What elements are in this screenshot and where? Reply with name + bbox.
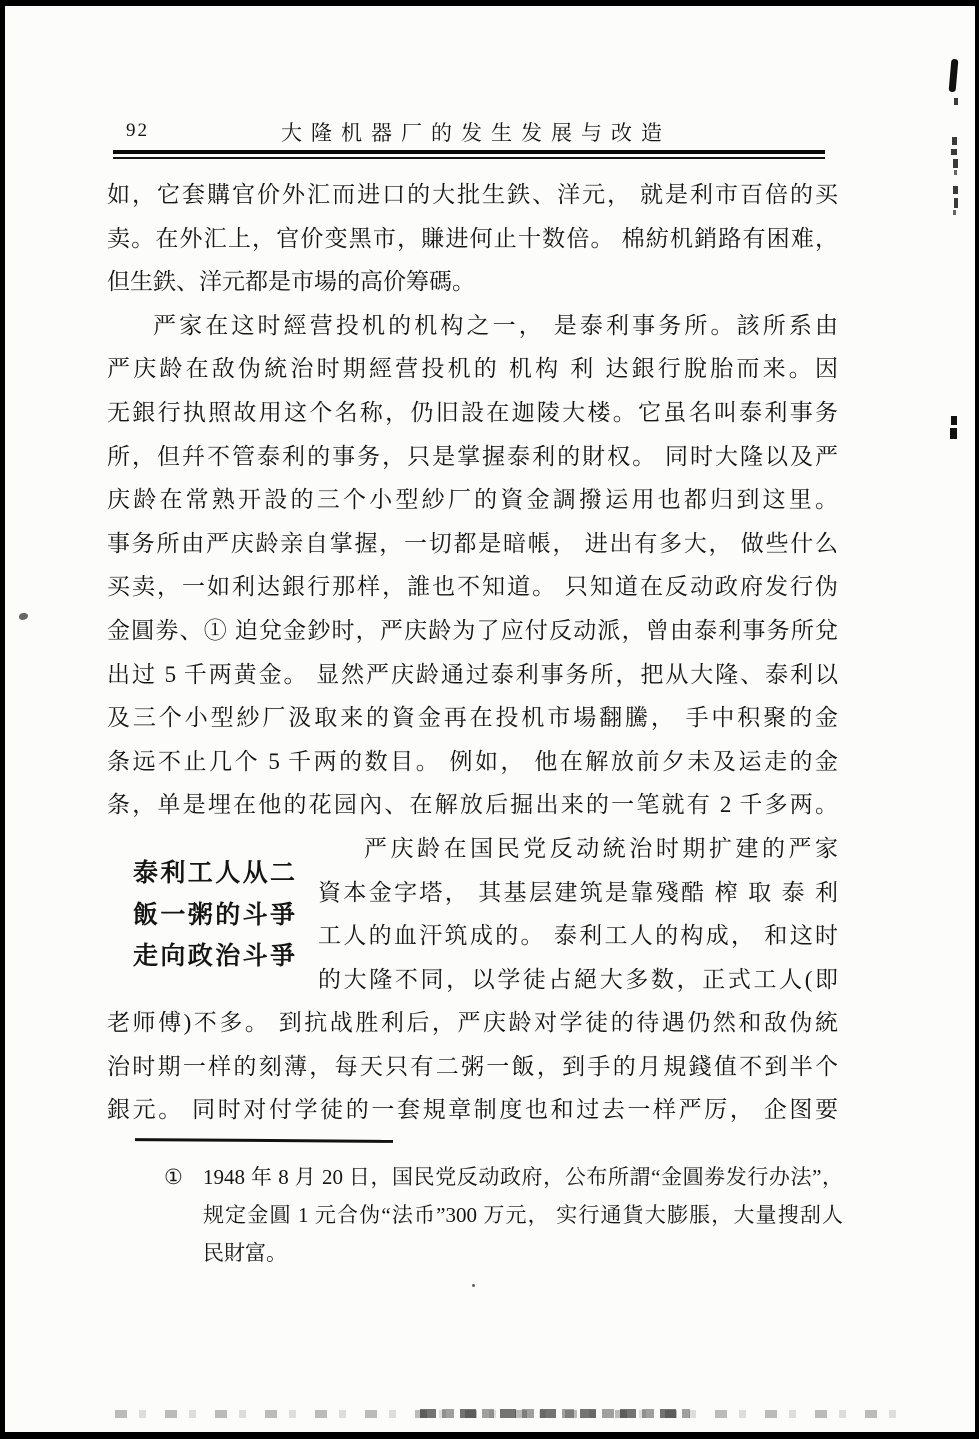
section-side-heading <box>133 853 295 978</box>
body-line: 严庆龄在国民党反动統治时期扩建的严家 <box>364 835 838 861</box>
side-heading-line: 飯一粥的斗爭 <box>133 901 295 929</box>
side-heading-line: 走向政治斗爭 <box>133 943 295 970</box>
body-line: 严庆龄在敌伪統治时期經营投机的 机构 利 达銀行脫胎而来。因 <box>107 356 838 382</box>
scan-artifact <box>19 613 28 620</box>
scan-artifact <box>954 170 957 175</box>
scan-artifact <box>472 1284 475 1287</box>
body-line: 买卖，一如利达銀行那样，誰也不知道。 只知道在反动政府发行伪 <box>107 574 838 600</box>
scan-artifact <box>953 159 958 168</box>
scan-artifact <box>951 149 957 155</box>
scan-artifact <box>952 137 957 145</box>
footnote-line: 规定金圓 1 元合伪“法币”300 万元， 实行通貨大膨脹，大量搜刮人 <box>203 1203 843 1227</box>
scan-edge-left <box>0 0 5 1439</box>
body-line: 工人的血汗筑成的。 泰利工人的构成， 和这时 <box>318 923 838 949</box>
page-number: 92 <box>126 120 149 141</box>
scan-artifact <box>953 186 958 194</box>
header-rule <box>113 150 825 159</box>
body-line: 严家在这时經营投机的机构之一， 是泰利事务所。該所系由 <box>153 312 838 338</box>
scan-edge-right <box>975 0 979 1439</box>
footnote-rule <box>135 1138 393 1143</box>
scan-artifact <box>954 198 958 208</box>
body-line: 治时期一样的刻薄，每天只有二粥一飯，到手的月規錢值不到半个 <box>107 1053 838 1079</box>
scan-artifact <box>954 98 958 105</box>
body-line: 及三个小型紗厂汲取来的資金再在投机市場翻騰， 手中积聚的金 <box>107 705 838 731</box>
body-line: 的大隆不同，以学徒占絕大多数，正式工人(即 <box>318 966 838 992</box>
footnote-line: 民財富。 <box>203 1241 287 1265</box>
scan-artifact <box>949 59 959 92</box>
body-line: 条远不止几个 5 千两的数目。 例如， 他在解放前夕未及运走的金 <box>107 748 838 774</box>
body-line: 資本金字塔， 其基层建筑是靠殘酷 榨 取 泰 利 <box>318 879 838 905</box>
footnote-line: 1948 年 8 月 20 日，国民党反动政府，公布所謂“金圓劵发行办法”， <box>203 1165 843 1189</box>
body-line: 金圓劵、① 迫兌金鈔时，严庆龄为了应付反动派，曾由泰利事务所兌 <box>107 617 838 643</box>
body-line: 条，单是埋在他的花园內、在解放后掘出来的一笔就有 2 千多两。 <box>107 792 838 818</box>
body-line: 如，它套購官价外汇而进口的大批生鉄、洋元， 就是利市百倍的买 <box>107 182 838 207</box>
running-title: 大隆机器厂的发生发展与改造 <box>281 121 671 145</box>
body-line: 銀元。 同时对付学徒的一套規章制度也和过去一样严厉， 企图要 <box>107 1097 838 1123</box>
body-line: 老师傅)不多。 到抗战胜利后，严庆龄对学徒的待遇仍然和敌伪統 <box>107 1010 838 1036</box>
footnote <box>203 1158 843 1272</box>
body-line: 出过 5 千两黄金。 显然严庆龄通过泰利事务所，把从大隆、泰利以 <box>107 661 838 687</box>
body-line: 庆龄在常熟开設的三个小型紗厂的資金調撥运用也都归到这里。 <box>107 487 838 513</box>
side-heading-line: 泰利工人从二 <box>133 860 295 887</box>
body-text <box>107 173 838 1132</box>
body-line: 但生鉄、洋元都是市場的高价筹碼。 <box>107 269 475 295</box>
body-line: 无銀行执照故用这个名称，仍旧設在迦陵大楼。它虽名叫泰利事务 <box>107 399 838 425</box>
body-line: 所，但幷不管泰利的事务，只是掌握泰利的財权。 同时大隆以及严 <box>107 443 838 469</box>
scan-artifact <box>951 416 957 425</box>
scan-artifact <box>953 210 956 215</box>
footnote-marker: ① <box>164 1165 183 1189</box>
body-line: 事务所由严庆龄亲自掌握，一切都是暗帳， 进出有多大， 做些什么 <box>107 530 838 556</box>
scan-edge-bottom <box>0 1432 979 1439</box>
body-line: 卖。在外汇上，官价变黑市，賺进何止十数倍。 棉紡机銷路有困难， <box>107 225 838 251</box>
bleed-through-text <box>420 1409 690 1418</box>
scan-artifact <box>950 428 957 439</box>
scan-edge-top <box>0 0 979 6</box>
